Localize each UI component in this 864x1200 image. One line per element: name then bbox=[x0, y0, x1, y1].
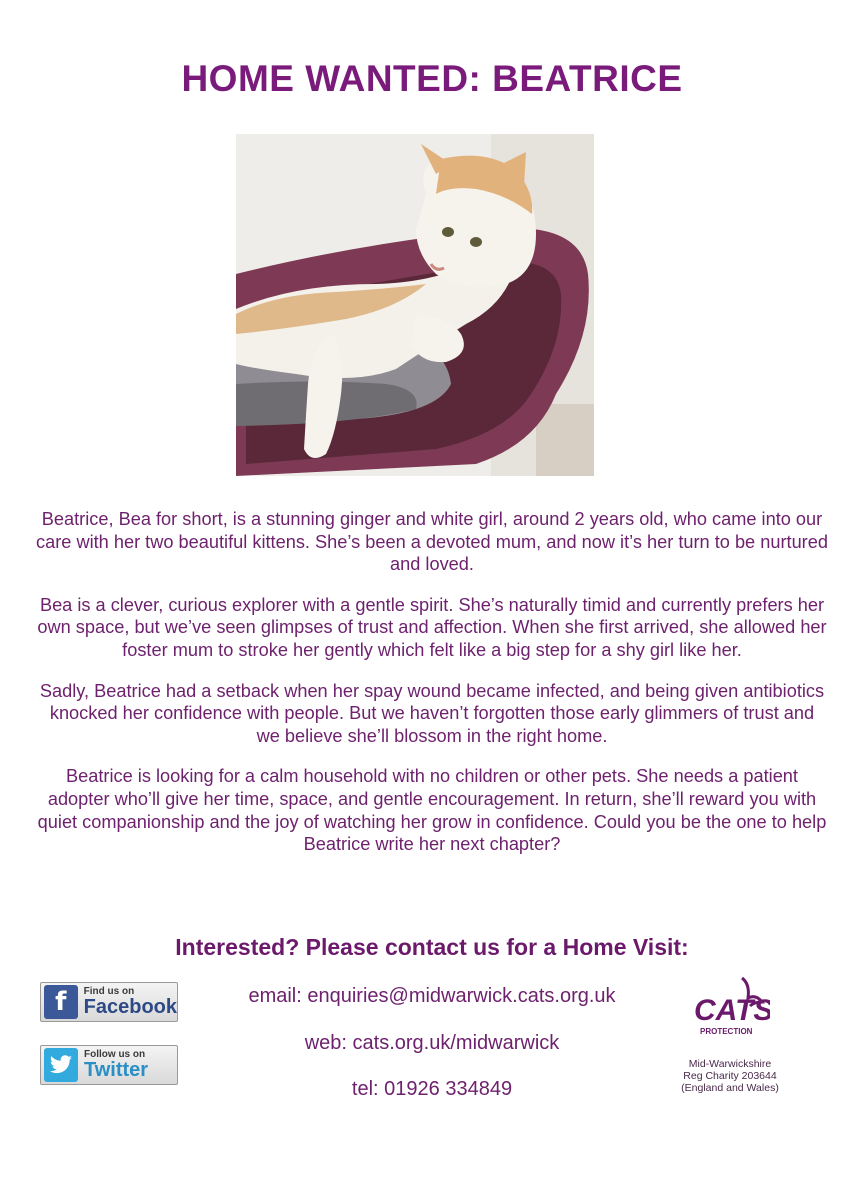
contact-tel[interactable]: tel: 01926 334849 bbox=[351, 1078, 513, 1100]
paragraph-ideal-home: Beatrice is looking for a calm household with no children or other pets. She needs a patient adopter who’ll give her time, space, and gentle encouragement. In return, she’ll reward you with quiet companionship and the joy of watching her grow in confidence. Could you be the one to help Beatrice write her next chapter? bbox=[37, 766, 827, 855]
facebook-small-label: Find us on bbox=[83, 986, 135, 997]
charity-info bbox=[664, 1058, 796, 1094]
logo-text: CATS bbox=[694, 994, 770, 1027]
description bbox=[36, 508, 828, 874]
twitter-bird-icon bbox=[44, 1048, 78, 1082]
charity-branch: Mid-Warwickshire bbox=[688, 1058, 772, 1070]
page-title: HOME WANTED: BEATRICE bbox=[181, 58, 683, 99]
twitter-big-label: Twitter bbox=[84, 1059, 149, 1081]
paragraph-setback: Sadly, Beatrice had a setback when her spay wound became infected, and being given antibiotics knocked her confidence with people. But we haven’t forgotten those early glimmers of trust and we believe she’ll blossom in the right home. bbox=[39, 680, 825, 746]
cat-photo bbox=[236, 134, 594, 476]
paragraph-intro: Beatrice, Bea for short, is a stunning ginger and white girl, around 2 years old, who came into our care with her two beautiful kittens. She’s been a devoted mum, and now it’s her turn to be nurtured and loved. bbox=[36, 509, 828, 575]
twitter-button[interactable] bbox=[40, 1045, 178, 1085]
paragraph-personality: Bea is a clever, curious explorer with a gentle spirit. She’s naturally timid and currently prefers her own space, but we’ve seen glimpses of trust and affection. When she first arrived, she allowed her foster mum to stroke her gently which felt like a big step for a shy girl like her. bbox=[37, 594, 827, 660]
contact-email[interactable]: email: enquiries@midwarwick.cats.org.uk bbox=[248, 985, 616, 1007]
contact-web[interactable]: web: cats.org.uk/midwarwick bbox=[304, 1032, 560, 1054]
facebook-big-label: Facebook bbox=[83, 996, 177, 1018]
facebook-button[interactable] bbox=[40, 982, 178, 1022]
charity-number: Reg Charity 203644 bbox=[683, 1070, 777, 1082]
contact-heading: Interested? Please contact us for a Home Visit: bbox=[175, 934, 689, 960]
cats-protection-logo bbox=[690, 976, 770, 1046]
charity-region: (England and Wales) bbox=[681, 1082, 779, 1094]
twitter-small-label: Follow us on bbox=[84, 1049, 146, 1060]
facebook-f-icon: f bbox=[44, 985, 78, 1019]
logo-subtext: PROTECTION bbox=[700, 1027, 753, 1036]
